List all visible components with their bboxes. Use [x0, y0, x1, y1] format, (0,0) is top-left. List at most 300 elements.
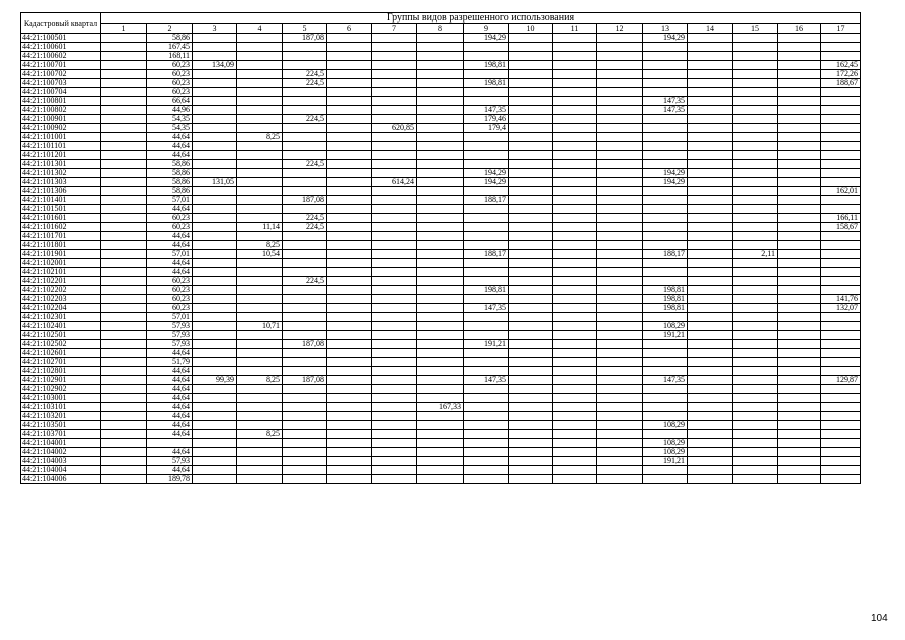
- value-cell-group-4: [237, 142, 283, 151]
- value-cell-group-15: [733, 475, 778, 484]
- cadastral-id-cell: 44:21:101501: [21, 205, 101, 214]
- value-cell-group-4: [237, 412, 283, 421]
- value-cell-group-2: 44,64: [147, 448, 193, 457]
- value-cell-group-2: 58,86: [147, 34, 193, 43]
- value-cell-group-16: [778, 232, 821, 241]
- value-cell-group-15: [733, 178, 778, 187]
- value-cell-group-11: [553, 70, 597, 79]
- value-cell-group-13: [643, 313, 688, 322]
- value-cell-group-13: [643, 142, 688, 151]
- value-cell-group-14: [688, 385, 733, 394]
- value-cell-group-6: [327, 214, 372, 223]
- value-cell-group-4: [237, 97, 283, 106]
- value-cell-group-10: [509, 331, 553, 340]
- value-cell-group-7: [372, 475, 417, 484]
- value-cell-group-3: [193, 79, 237, 88]
- value-cell-group-5: 224,5: [283, 214, 327, 223]
- value-cell-group-15: [733, 88, 778, 97]
- value-cell-group-15: [733, 268, 778, 277]
- table-row: [21, 88, 861, 97]
- value-cell-group-16: [778, 106, 821, 115]
- cadastral-id-cell: 44:21:100702: [21, 70, 101, 79]
- value-cell-group-14: [688, 277, 733, 286]
- table-row: [21, 322, 861, 331]
- value-cell-group-6: [327, 52, 372, 61]
- value-cell-group-4: [237, 259, 283, 268]
- value-cell-group-1: [101, 34, 147, 43]
- cadastral-id-cell: 44:21:100602: [21, 52, 101, 61]
- value-cell-group-7: [372, 367, 417, 376]
- value-cell-group-1: [101, 241, 147, 250]
- value-cell-group-17: [821, 466, 861, 475]
- column-number-8: 8: [417, 24, 464, 34]
- value-cell-group-15: [733, 133, 778, 142]
- value-cell-group-1: [101, 88, 147, 97]
- value-cell-group-9: [464, 331, 509, 340]
- value-cell-group-1: [101, 466, 147, 475]
- value-cell-group-7: [372, 133, 417, 142]
- value-cell-group-10: [509, 322, 553, 331]
- value-cell-group-5: [283, 448, 327, 457]
- value-cell-group-1: [101, 250, 147, 259]
- value-cell-group-5: [283, 313, 327, 322]
- value-cell-group-7: [372, 34, 417, 43]
- value-cell-group-5: [283, 241, 327, 250]
- value-cell-group-17: 141,76: [821, 295, 861, 304]
- value-cell-group-15: [733, 124, 778, 133]
- value-cell-group-9: [464, 439, 509, 448]
- value-cell-group-1: [101, 349, 147, 358]
- table-row: [21, 151, 861, 160]
- value-cell-group-5: [283, 88, 327, 97]
- value-cell-group-8: [417, 34, 464, 43]
- value-cell-group-15: [733, 277, 778, 286]
- value-cell-group-6: [327, 160, 372, 169]
- value-cell-group-1: [101, 421, 147, 430]
- value-cell-group-11: [553, 412, 597, 421]
- value-cell-group-2: 44,96: [147, 106, 193, 115]
- value-cell-group-8: [417, 151, 464, 160]
- value-cell-group-14: [688, 439, 733, 448]
- column-number-2: 2: [147, 24, 193, 34]
- value-cell-group-16: [778, 34, 821, 43]
- value-cell-group-9: 179,46: [464, 115, 509, 124]
- value-cell-group-10: [509, 250, 553, 259]
- value-cell-group-3: [193, 115, 237, 124]
- value-cell-group-10: [509, 313, 553, 322]
- value-cell-group-15: [733, 43, 778, 52]
- value-cell-group-1: [101, 115, 147, 124]
- value-cell-group-17: [821, 205, 861, 214]
- column-number-16: 16: [778, 24, 821, 34]
- value-cell-group-4: [237, 304, 283, 313]
- value-cell-group-3: [193, 133, 237, 142]
- table-row: [21, 205, 861, 214]
- value-cell-group-9: [464, 313, 509, 322]
- value-cell-group-4: [237, 313, 283, 322]
- value-cell-group-8: [417, 196, 464, 205]
- value-cell-group-17: [821, 97, 861, 106]
- value-cell-group-9: [464, 43, 509, 52]
- value-cell-group-5: [283, 61, 327, 70]
- value-cell-group-17: [821, 124, 861, 133]
- column-number-9: 9: [464, 24, 509, 34]
- table-row: [21, 313, 861, 322]
- value-cell-group-15: [733, 34, 778, 43]
- value-cell-group-2: 44,64: [147, 349, 193, 358]
- value-cell-group-13: [643, 349, 688, 358]
- cadastral-id-cell: 44:21:102902: [21, 385, 101, 394]
- value-cell-group-3: [193, 259, 237, 268]
- value-cell-group-3: 131,05: [193, 178, 237, 187]
- table-row: [21, 277, 861, 286]
- value-cell-group-1: [101, 403, 147, 412]
- value-cell-group-7: [372, 232, 417, 241]
- value-cell-group-14: [688, 88, 733, 97]
- cadastral-id-cell: 44:21:101602: [21, 223, 101, 232]
- value-cell-group-2: 60,23: [147, 61, 193, 70]
- value-cell-group-6: [327, 313, 372, 322]
- value-cell-group-7: [372, 43, 417, 52]
- value-cell-group-13: [643, 394, 688, 403]
- value-cell-group-3: 99,39: [193, 376, 237, 385]
- value-cell-group-4: [237, 403, 283, 412]
- value-cell-group-9: [464, 349, 509, 358]
- value-cell-group-10: [509, 88, 553, 97]
- value-cell-group-6: [327, 385, 372, 394]
- table-row: [21, 61, 861, 70]
- value-cell-group-1: [101, 169, 147, 178]
- column-number-7: 7: [372, 24, 417, 34]
- value-cell-group-12: [597, 88, 643, 97]
- value-cell-group-14: [688, 448, 733, 457]
- value-cell-group-11: [553, 295, 597, 304]
- table-row: [21, 259, 861, 268]
- value-cell-group-2: 57,93: [147, 322, 193, 331]
- value-cell-group-14: [688, 79, 733, 88]
- value-cell-group-3: [193, 34, 237, 43]
- value-cell-group-10: [509, 358, 553, 367]
- value-cell-group-8: [417, 340, 464, 349]
- value-cell-group-5: [283, 412, 327, 421]
- value-cell-group-13: 188,17: [643, 250, 688, 259]
- cadastral-id-cell: 44:21:104004: [21, 466, 101, 475]
- value-cell-group-6: [327, 151, 372, 160]
- value-cell-group-3: [193, 340, 237, 349]
- value-cell-group-6: [327, 403, 372, 412]
- value-cell-group-4: [237, 160, 283, 169]
- value-cell-group-4: 11,14: [237, 223, 283, 232]
- value-cell-group-15: [733, 466, 778, 475]
- cadastral-id-cell: 44:21:101301: [21, 160, 101, 169]
- value-cell-group-8: [417, 466, 464, 475]
- value-cell-group-17: [821, 268, 861, 277]
- value-cell-group-1: [101, 178, 147, 187]
- value-cell-group-15: [733, 142, 778, 151]
- value-cell-group-13: [643, 133, 688, 142]
- value-cell-group-4: [237, 439, 283, 448]
- value-cell-group-17: [821, 430, 861, 439]
- value-cell-group-10: [509, 34, 553, 43]
- value-cell-group-14: [688, 232, 733, 241]
- cadastral-id-cell: 44:21:102901: [21, 376, 101, 385]
- value-cell-group-10: [509, 385, 553, 394]
- value-cell-group-10: [509, 97, 553, 106]
- table-row: [21, 79, 861, 88]
- value-cell-group-14: [688, 421, 733, 430]
- value-cell-group-10: [509, 403, 553, 412]
- value-cell-group-5: [283, 322, 327, 331]
- cadastral-id-cell: 44:21:102801: [21, 367, 101, 376]
- value-cell-group-10: [509, 340, 553, 349]
- value-cell-group-2: 60,23: [147, 79, 193, 88]
- value-cell-group-1: [101, 448, 147, 457]
- value-cell-group-5: [283, 403, 327, 412]
- value-cell-group-4: [237, 331, 283, 340]
- value-cell-group-8: [417, 88, 464, 97]
- value-cell-group-13: 108,29: [643, 448, 688, 457]
- value-cell-group-12: [597, 340, 643, 349]
- value-cell-group-10: [509, 79, 553, 88]
- value-cell-group-14: [688, 205, 733, 214]
- value-cell-group-9: [464, 322, 509, 331]
- cadastral-id-cell: 44:21:104002: [21, 448, 101, 457]
- value-cell-group-13: [643, 115, 688, 124]
- value-cell-group-8: [417, 367, 464, 376]
- value-cell-group-2: 44,64: [147, 259, 193, 268]
- value-cell-group-14: [688, 214, 733, 223]
- value-cell-group-12: [597, 466, 643, 475]
- value-cell-group-4: [237, 232, 283, 241]
- value-cell-group-9: [464, 97, 509, 106]
- value-cell-group-4: [237, 466, 283, 475]
- value-cell-group-16: [778, 196, 821, 205]
- value-cell-group-7: [372, 295, 417, 304]
- value-cell-group-16: [778, 376, 821, 385]
- value-cell-group-14: [688, 178, 733, 187]
- value-cell-group-11: [553, 79, 597, 88]
- value-cell-group-7: [372, 52, 417, 61]
- value-cell-group-9: [464, 205, 509, 214]
- cadastral-id-cell: 44:21:102204: [21, 304, 101, 313]
- value-cell-group-9: [464, 403, 509, 412]
- value-cell-group-15: [733, 430, 778, 439]
- value-cell-group-8: [417, 178, 464, 187]
- value-cell-group-6: [327, 268, 372, 277]
- cadastral-id-cell: 44:21:101601: [21, 214, 101, 223]
- value-cell-group-5: [283, 106, 327, 115]
- value-cell-group-2: [147, 439, 193, 448]
- value-cell-group-5: [283, 52, 327, 61]
- value-cell-group-11: [553, 322, 597, 331]
- cadastral-id-cell: 44:21:102101: [21, 268, 101, 277]
- value-cell-group-10: [509, 349, 553, 358]
- value-cell-group-2: 57,93: [147, 331, 193, 340]
- value-cell-group-16: [778, 340, 821, 349]
- value-cell-group-2: 60,23: [147, 277, 193, 286]
- value-cell-group-1: [101, 187, 147, 196]
- value-cell-group-4: [237, 340, 283, 349]
- cadastral-id-cell: 44:21:101701: [21, 232, 101, 241]
- value-cell-group-17: [821, 250, 861, 259]
- value-cell-group-15: [733, 448, 778, 457]
- value-cell-group-14: [688, 340, 733, 349]
- value-cell-group-16: [778, 403, 821, 412]
- value-cell-group-6: [327, 79, 372, 88]
- value-cell-group-7: [372, 115, 417, 124]
- value-cell-group-5: [283, 250, 327, 259]
- value-cell-group-10: [509, 61, 553, 70]
- value-cell-group-6: [327, 187, 372, 196]
- value-cell-group-9: [464, 52, 509, 61]
- value-cell-group-1: [101, 79, 147, 88]
- value-cell-group-12: [597, 331, 643, 340]
- value-cell-group-9: [464, 187, 509, 196]
- value-cell-group-9: 194,29: [464, 34, 509, 43]
- cadastral-id-cell: 44:21:101001: [21, 133, 101, 142]
- value-cell-group-3: [193, 43, 237, 52]
- value-cell-group-9: [464, 133, 509, 142]
- value-cell-group-4: 10,54: [237, 250, 283, 259]
- value-cell-group-15: [733, 61, 778, 70]
- value-cell-group-17: [821, 322, 861, 331]
- value-cell-group-12: [597, 475, 643, 484]
- value-cell-group-16: [778, 43, 821, 52]
- value-cell-group-13: 147,35: [643, 376, 688, 385]
- value-cell-group-3: [193, 457, 237, 466]
- value-cell-group-8: [417, 331, 464, 340]
- value-cell-group-16: [778, 88, 821, 97]
- value-cell-group-17: [821, 439, 861, 448]
- value-cell-group-4: [237, 61, 283, 70]
- value-cell-group-10: [509, 178, 553, 187]
- value-cell-group-5: [283, 304, 327, 313]
- cadastral-id-cell: 44:21:103701: [21, 430, 101, 439]
- cadastral-id-cell: 44:21:102701: [21, 358, 101, 367]
- value-cell-group-13: [643, 151, 688, 160]
- value-cell-group-17: 188,67: [821, 79, 861, 88]
- value-cell-group-11: [553, 313, 597, 322]
- value-cell-group-2: 58,86: [147, 178, 193, 187]
- value-cell-group-17: [821, 178, 861, 187]
- value-cell-group-6: [327, 124, 372, 133]
- value-cell-group-6: [327, 322, 372, 331]
- value-cell-group-4: 8,25: [237, 133, 283, 142]
- value-cell-group-6: [327, 430, 372, 439]
- value-cell-group-10: [509, 277, 553, 286]
- value-cell-group-2: 58,86: [147, 169, 193, 178]
- table-row: [21, 241, 861, 250]
- value-cell-group-13: [643, 70, 688, 79]
- value-cell-group-12: [597, 106, 643, 115]
- value-cell-group-6: [327, 304, 372, 313]
- cadastral-id-cell: 44:21:103001: [21, 394, 101, 403]
- value-cell-group-8: [417, 115, 464, 124]
- value-cell-group-17: [821, 52, 861, 61]
- value-cell-group-8: [417, 457, 464, 466]
- value-cell-group-14: [688, 367, 733, 376]
- value-cell-group-16: [778, 295, 821, 304]
- value-cell-group-6: [327, 250, 372, 259]
- value-cell-group-5: 187,08: [283, 340, 327, 349]
- value-cell-group-8: [417, 475, 464, 484]
- cadastral-id-cell: 44:21:104006: [21, 475, 101, 484]
- value-cell-group-6: [327, 178, 372, 187]
- value-cell-group-4: [237, 358, 283, 367]
- value-cell-group-15: 2,11: [733, 250, 778, 259]
- value-cell-group-3: [193, 313, 237, 322]
- value-cell-group-10: [509, 241, 553, 250]
- value-cell-group-12: [597, 205, 643, 214]
- cadastral-id-cell: 44:21:100601: [21, 43, 101, 52]
- value-cell-group-8: 167,33: [417, 403, 464, 412]
- value-cell-group-12: [597, 178, 643, 187]
- value-cell-group-1: [101, 286, 147, 295]
- value-cell-group-15: [733, 97, 778, 106]
- value-cell-group-16: [778, 466, 821, 475]
- value-cell-group-2: 60,23: [147, 223, 193, 232]
- column-number-17: 17: [821, 24, 861, 34]
- value-cell-group-13: 108,29: [643, 439, 688, 448]
- value-cell-group-11: [553, 88, 597, 97]
- cadastral-id-cell: 44:21:100501: [21, 34, 101, 43]
- value-cell-group-14: [688, 376, 733, 385]
- value-cell-group-4: [237, 52, 283, 61]
- value-cell-group-7: [372, 412, 417, 421]
- value-cell-group-5: 224,5: [283, 160, 327, 169]
- value-cell-group-6: [327, 223, 372, 232]
- value-cell-group-12: [597, 169, 643, 178]
- value-cell-group-7: [372, 268, 417, 277]
- value-cell-group-17: [821, 475, 861, 484]
- value-cell-group-12: [597, 79, 643, 88]
- value-cell-group-13: 108,29: [643, 421, 688, 430]
- value-cell-group-1: [101, 457, 147, 466]
- value-cell-group-6: [327, 34, 372, 43]
- value-cell-group-14: [688, 70, 733, 79]
- value-cell-group-3: [193, 142, 237, 151]
- value-cell-group-8: [417, 214, 464, 223]
- value-cell-group-5: [283, 358, 327, 367]
- value-cell-group-8: [417, 394, 464, 403]
- value-cell-group-4: [237, 196, 283, 205]
- value-cell-group-16: [778, 457, 821, 466]
- value-cell-group-9: [464, 70, 509, 79]
- value-cell-group-4: [237, 79, 283, 88]
- value-cell-group-7: [372, 358, 417, 367]
- value-cell-group-6: [327, 439, 372, 448]
- value-cell-group-7: [372, 223, 417, 232]
- value-cell-group-12: [597, 70, 643, 79]
- value-cell-group-16: [778, 259, 821, 268]
- value-cell-group-7: [372, 61, 417, 70]
- value-cell-group-9: 147,35: [464, 304, 509, 313]
- value-cell-group-12: [597, 358, 643, 367]
- table-row: [21, 124, 861, 133]
- value-cell-group-15: [733, 232, 778, 241]
- value-cell-group-8: [417, 43, 464, 52]
- value-cell-group-14: [688, 43, 733, 52]
- value-cell-group-10: [509, 439, 553, 448]
- value-cell-group-13: 194,29: [643, 169, 688, 178]
- value-cell-group-4: 8,25: [237, 376, 283, 385]
- value-cell-group-1: [101, 367, 147, 376]
- value-cell-group-15: [733, 421, 778, 430]
- value-cell-group-5: [283, 295, 327, 304]
- value-cell-group-17: [821, 394, 861, 403]
- value-cell-group-6: [327, 394, 372, 403]
- value-cell-group-13: [643, 268, 688, 277]
